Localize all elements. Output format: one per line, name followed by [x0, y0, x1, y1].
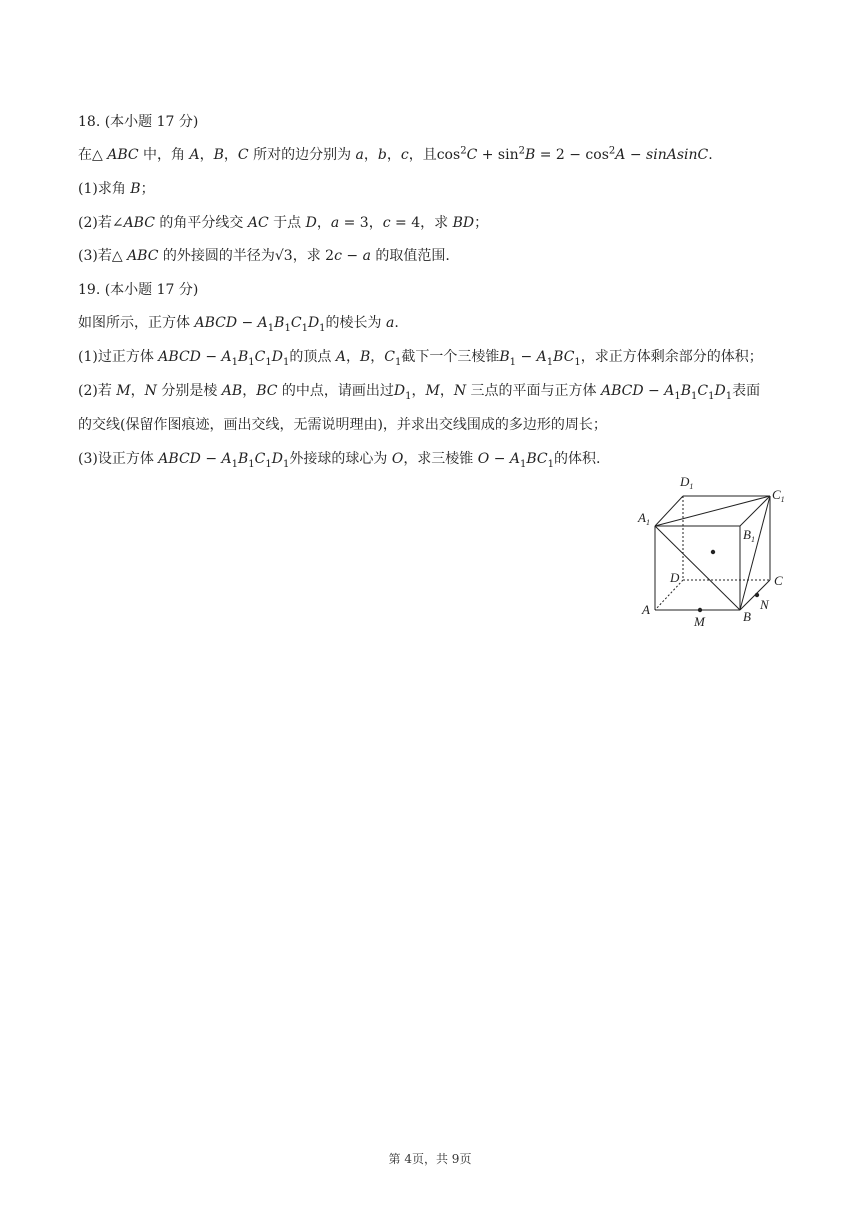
q18-part3: (3)若△ ABC 的外接圆的半径为√3，求 2c − a 的取值范围.	[78, 248, 450, 264]
sqrt-three: √3	[274, 248, 293, 264]
label-c: C	[774, 573, 783, 588]
label-d1: $D_1$	[680, 474, 694, 491]
point-m	[698, 608, 702, 612]
cube-diagram	[630, 468, 800, 628]
center-point-o	[711, 550, 715, 554]
q18-part2: (2)若∠ABC 的角平分线交 AC 于点 D，a = 3，c = 4，求 BD；	[78, 215, 489, 231]
q19-part1: (1)过正方体 ABCD − $A_1B_1C_1D_1$的顶点 A，B，$C_1$截下一个三棱锥$B_1 - A_1BC_1$，求正方体剩余部分的体积；	[78, 349, 763, 368]
edge-a1d1	[655, 496, 683, 526]
label-d: D	[670, 570, 680, 585]
q19-part3: (3)设正方体 ABCD − $A_1B_1C_1D_1$外接球的球心为 O，求三棱锥 $O - A_1BC_1$的体积.	[78, 451, 601, 470]
label-a1: $A_1$	[638, 510, 650, 527]
edge-c1b1	[740, 496, 770, 526]
line-a1b	[655, 526, 740, 610]
label-m: M	[694, 614, 705, 628]
label-n: N	[760, 597, 769, 612]
q18-statement: 在△ ABC 中，角 A，B，C 所对的边分别为 a，b，c，且$\cos^2C + \sin^2B = 2 - \cos^2A$ − sinAsinC.	[78, 145, 713, 163]
label-a: A	[642, 602, 650, 617]
label-b: B	[743, 609, 751, 624]
cube-figure	[630, 468, 800, 628]
label-c1: $C_1$	[772, 487, 785, 504]
q19-heading: 19. (本小题 17 分)	[78, 282, 199, 298]
line-a1c1	[655, 496, 770, 526]
q19-part2-line1: (2)若 M，N 分别是棱 AB，BC 的中点，请画出过$D_1$，M，N 三点的平面与正方体 ABCD − $A_1B_1C_1D_1$表面	[78, 383, 761, 402]
q19-part2-line2: 的交线(保留作图痕迹，画出交线，无需说明理由)，并求出交线围成的多边形的周长；	[78, 417, 607, 433]
line-bc1	[740, 496, 770, 610]
label-b1: $B_1$	[743, 527, 755, 544]
q19-intro: 如图所示，正方体 ABCD − $A_1B_1C_1D_1$的棱长为 a.	[78, 315, 399, 334]
point-n	[755, 593, 759, 597]
page-footer: 第 4页，共 9页	[388, 1152, 472, 1166]
q18-part1: (1)求角 B；	[78, 181, 155, 197]
q18-heading: 18. (本小题 17 分)	[78, 114, 199, 130]
